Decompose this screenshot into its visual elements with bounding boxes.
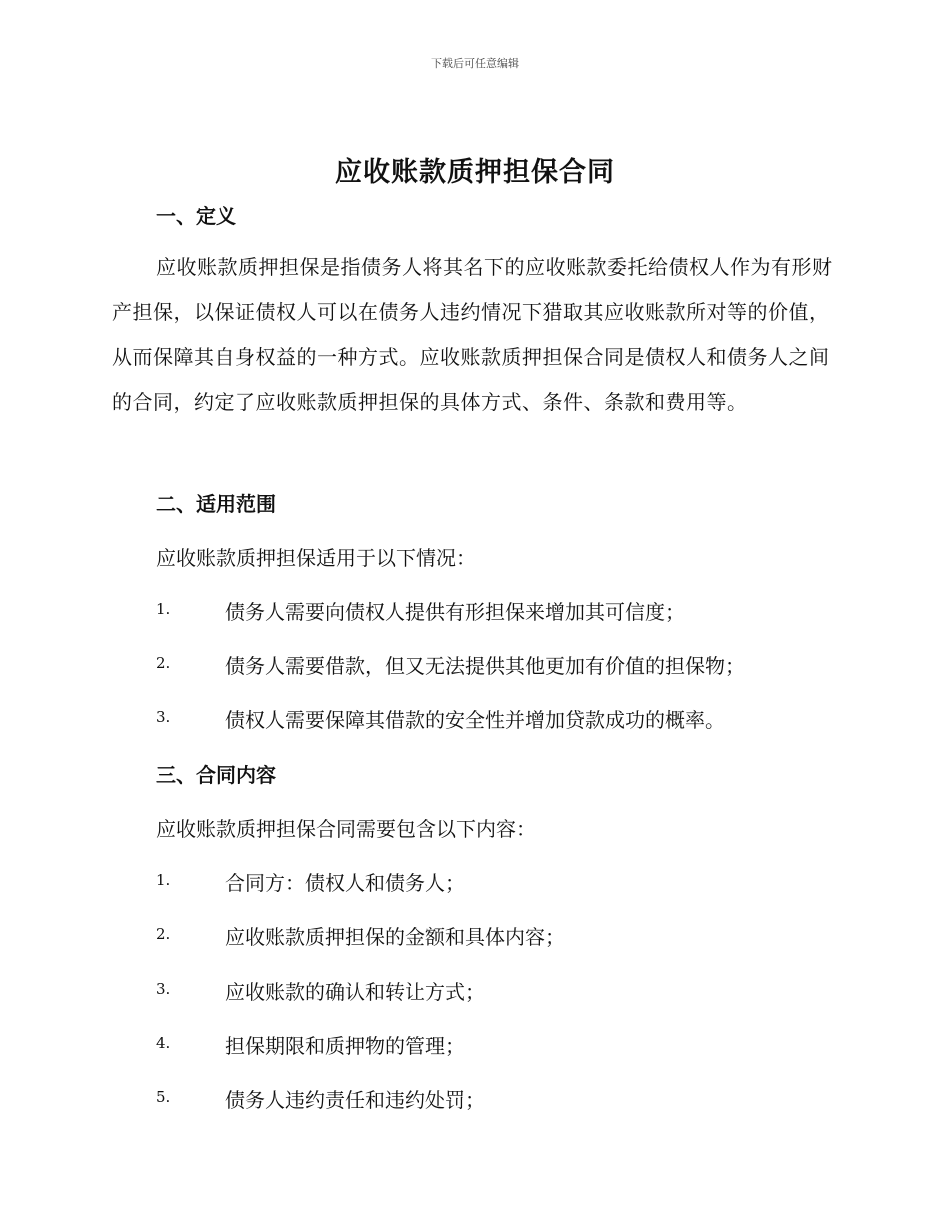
- list-text: 债务人违约责任和违约处罚；: [225, 1088, 485, 1112]
- definition-paragraph: 应收账款质押担保是指债务人将其名下的应收账款委托给债权人作为有形财产担保，以保证债权人可以在债务人违约情况下猎取其应收账款所对等的价值，从而保障其自身权益的一种方式。应收账款质押担保合同是债权人和债务人之间的合同，约定了应收账款质押担保的具体方式、条件、条款和费用等。: [112, 255, 833, 414]
- list-text: 债务人需要借款，但又无法提供其他更加有价值的担保物；: [225, 654, 745, 678]
- contract-content-intro: 应收账款质押担保合同需要包含以下内容：: [156, 817, 536, 841]
- scope-intro: 应收账款质押担保适用于以下情况：: [156, 546, 476, 570]
- list-text: 应收账款质押担保的金额和具体内容；: [225, 925, 565, 949]
- list-number: 1.: [156, 600, 171, 618]
- list-number: 2.: [156, 925, 171, 943]
- section-heading-scope: 二、适用范围: [156, 492, 276, 516]
- list-number: 2.: [156, 654, 171, 672]
- list-text: 债权人需要保障其借款的安全性并增加贷款成功的概率。: [225, 708, 725, 732]
- list-text: 担保期限和质押物的管理；: [225, 1034, 465, 1058]
- section-heading-definition: 一、定义: [156, 204, 236, 228]
- list-number: 3.: [156, 708, 171, 726]
- list-number: 1.: [156, 871, 171, 889]
- section-heading-contract-content: 三、合同内容: [156, 763, 276, 787]
- list-number: 3.: [156, 980, 171, 998]
- list-text: 应收账款的确认和转让方式；: [225, 980, 485, 1004]
- header-note: 下载后可任意编辑: [431, 57, 519, 70]
- list-number: 4.: [156, 1034, 171, 1052]
- list-number: 5.: [156, 1088, 171, 1106]
- list-text: 合同方：债权人和债务人；: [225, 871, 465, 895]
- document-title: 应收账款质押担保合同: [335, 157, 615, 188]
- list-text: 债务人需要向债权人提供有形担保来增加其可信度；: [225, 600, 685, 624]
